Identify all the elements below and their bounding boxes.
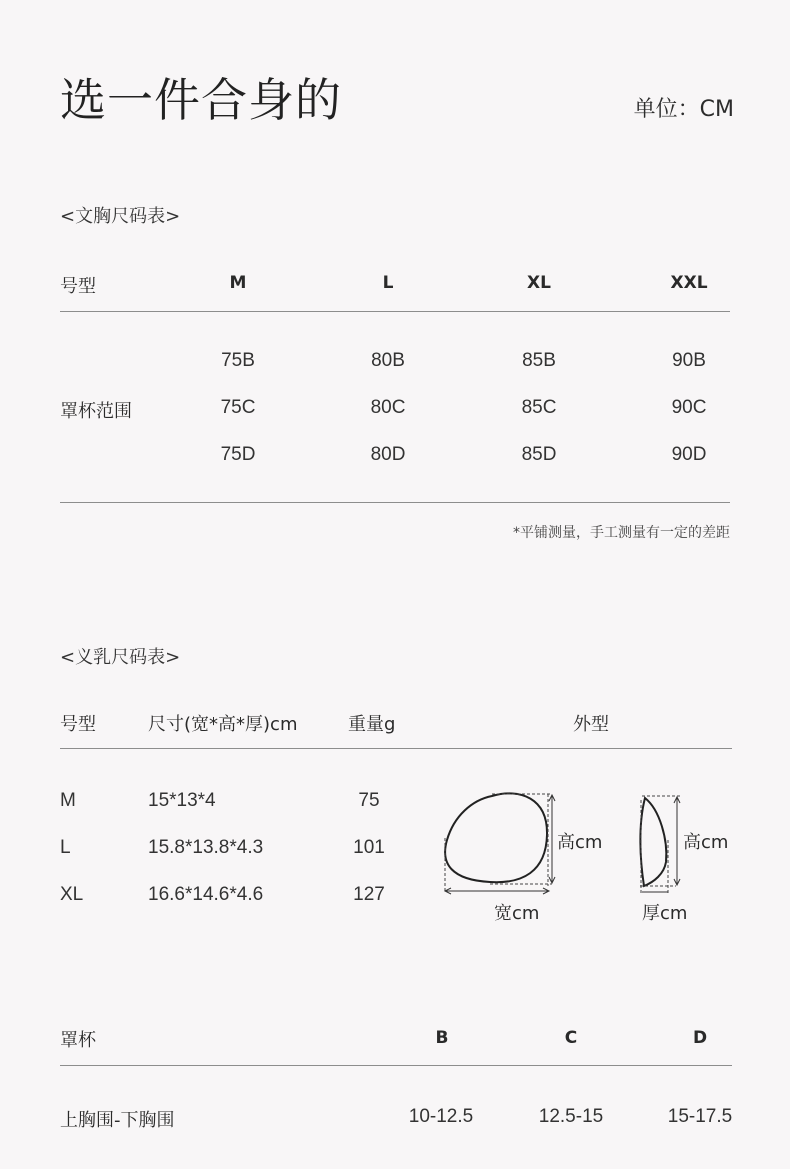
pad-row-size: XL [60, 884, 84, 905]
side-height-label: 高cm [683, 832, 729, 853]
cup-value: 12.5-15 [538, 1106, 604, 1127]
pad-size-header: 号型 [60, 714, 96, 735]
bra-size-xxl: XXL [670, 273, 708, 293]
pad-row-dimensions: 15.8*13.8*4.3 [148, 837, 264, 858]
bra-cell: 85C [521, 397, 557, 418]
pad-row-size: L [60, 837, 71, 858]
cup-value: 10-12.5 [408, 1106, 474, 1127]
front-height-label: 高cm [557, 832, 603, 853]
pad-header-divider [60, 748, 732, 749]
front-shape-outline [445, 793, 547, 882]
pad-row-weight: 101 [353, 837, 385, 858]
bra-cell: 90D [671, 444, 707, 465]
pad-dimensions-header: 尺寸(宽*高*厚)cm [148, 714, 298, 735]
pad-row-size: M [60, 790, 76, 811]
cup-header-divider [60, 1065, 732, 1066]
bra-cell: 80C [370, 397, 406, 418]
cup-row-label: 上胸围-下胸围 [60, 1110, 175, 1131]
bra-cell: 85B [522, 350, 556, 371]
cup-value: 15-17.5 [667, 1106, 733, 1127]
bra-size-l: L [382, 273, 394, 293]
measurement-note: *平铺测量，手工测量有一定的差距 [513, 525, 730, 541]
bra-cell: 75B [221, 350, 255, 371]
bra-table-title: <文胸尺码表> [60, 206, 181, 227]
pad-row-weight: 127 [353, 884, 385, 905]
cup-c: C [564, 1028, 578, 1048]
thickness-label: 厚cm [642, 903, 688, 924]
page-title: 选一件合身的 [60, 73, 342, 127]
pad-table-title: <义乳尺码表> [60, 647, 181, 668]
cup-header-label: 罩杯 [60, 1030, 96, 1051]
cup-d: D [692, 1028, 708, 1048]
pad-shape-diagram [430, 780, 740, 930]
width-label: 宽cm [494, 903, 540, 924]
bra-bottom-divider [60, 502, 730, 503]
pad-shape-header: 外型 [573, 714, 609, 735]
pad-row-dimensions: 16.6*14.6*4.6 [148, 884, 264, 905]
bra-header-divider [60, 311, 730, 312]
pad-weight-header: 重量g [348, 714, 396, 735]
pad-row-dimensions: 15*13*4 [148, 790, 216, 811]
pad-row-weight: 75 [358, 790, 380, 811]
bra-size-m: M [229, 273, 247, 293]
cup-b: B [435, 1028, 449, 1048]
unit-label: 单位：CM [633, 97, 734, 122]
bra-size-header: 号型 [60, 276, 96, 297]
bra-cell: 85D [521, 444, 557, 465]
bra-cell: 75D [220, 444, 256, 465]
bra-cell: 90B [672, 350, 706, 371]
bra-size-xl: XL [527, 273, 551, 293]
bra-cell: 75C [220, 397, 256, 418]
side-shape-outline [640, 798, 666, 886]
bra-cell: 90C [671, 397, 707, 418]
bra-cell: 80B [371, 350, 405, 371]
cup-range-label: 罩杯范围 [60, 401, 132, 422]
bra-cell: 80D [370, 444, 406, 465]
